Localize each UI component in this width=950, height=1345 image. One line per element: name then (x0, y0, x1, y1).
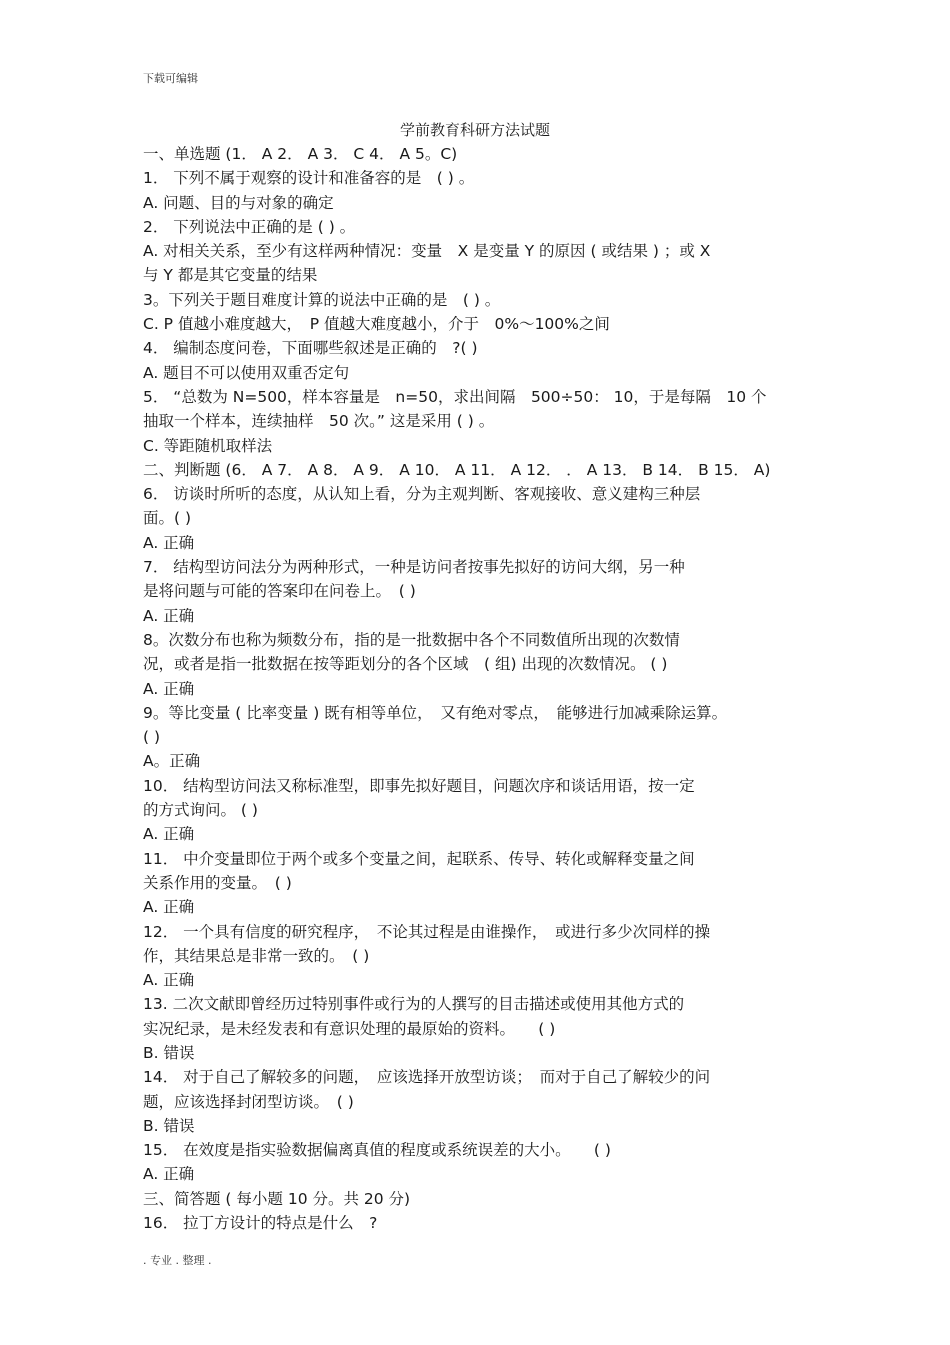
text-line: 三、简答题 ( 每小题 10 分。共 20 分) (143, 1189, 411, 1208)
text-line: B. 错误 (143, 1043, 195, 1062)
text-line: 3。下列关于题目难度计算的说法中正确的是 ( ) 。 (143, 290, 501, 309)
text-line: A. 正确 (143, 971, 195, 990)
text-line: 2． 下列说法中正确的是 ( ) 。 (143, 217, 356, 236)
text-line: A。正确 (143, 752, 201, 771)
text-line: 关系作用的变量。 ( ) (143, 873, 292, 892)
text-line: C. P 值越小难度越大， P 值越大难度越小，介于 0%～100%之间 (143, 315, 610, 334)
text-line: C. 等距随机取样法 (143, 436, 273, 455)
text-line: B. 错误 (143, 1116, 195, 1135)
text-line: 16． 拉丁方设计的特点是什么 ? (143, 1214, 378, 1233)
text-line: 11． 中介变量即位于两个或多个变量之间，起联系、传导、转化或解释变量之间 (143, 849, 695, 868)
text-line: 实况纪录，是未经发表和有意识处理的最原始的资料。 ( ) (143, 1019, 556, 1038)
footer-note: . 专业 . 整理 . (143, 1254, 212, 1267)
text-line: 6． 访谈时所听的态度，从认知上看，分为主观判断、客观接收、意义建构三种层 (143, 485, 701, 504)
text-line: A. 对相关关系，至少有这样两种情况：变量 X 是变量 Y 的原因 ( 或结果 ) ；或 X (143, 242, 711, 261)
text-line: A. 问题、目的与对象的确定 (143, 193, 334, 212)
text-line: 8。次数分布也称为频数分布，指的是一批数据中各个不同数值所出现的次数情 (143, 630, 680, 649)
header-note: 下载可编辑 (143, 72, 198, 85)
text-line: A. 题目不可以使用双重否定句 (143, 363, 350, 382)
text-line: A. 正确 (143, 1165, 195, 1184)
text-line: 题，应该选择封闭型访谈。 ( ) (143, 1092, 354, 1111)
document-body (143, 142, 813, 1235)
text-line: 9。等比变量 ( 比率变量 ) 既有相等单位， 又有绝对零点， 能够进行加减乘除运算。 (143, 703, 728, 722)
text-line: 作，其结果总是非常一致的。 ( ) (143, 946, 370, 965)
text-line: 况，或者是指一批数据在按等距划分的各个区域 ( 组) 出现的次数情况。 ( ) (143, 655, 668, 674)
text-line: 12． 一个具有信度的研究程序， 不论其过程是由谁操作， 或进行多少次同样的操 (143, 922, 711, 941)
text-line: 13. 二次文献即曾经历过特别事件或行为的人撰写的目击描述或使用其他方式的 (143, 995, 685, 1014)
text-line: 5． “总数为 N=500，样本容量是 n=50，求出间隔 500÷50： 10，于是每隔 10 个 (143, 387, 767, 406)
text-line: 抽取一个样本，连续抽样 50 次。” 这是采用 ( ) 。 (143, 412, 495, 431)
document-title: 学前教育科研方法试题 (399, 121, 550, 139)
text-line: 面。( ) (143, 509, 192, 528)
text-line: A. 正确 (143, 679, 195, 698)
text-line: 一、单选题 (1． A 2． A 3． C 4． A 5。C) (143, 145, 458, 163)
text-line: A. 正确 (143, 898, 195, 917)
text-line: 15． 在效度是指实验数据偏离真值的程度或系统误差的大小。 ( ) (143, 1141, 611, 1160)
text-line: A. 正确 (143, 533, 195, 552)
text-line: 14． 对于自己了解较多的问题， 应该选择开放型访谈； 而对于自己了解较少的问 (143, 1068, 711, 1087)
text-line: A. 正确 (143, 825, 195, 844)
text-line: 二、判断题 (6． A 7． A 8． A 9． A 10． A 11． A 12． ． A 13． B 14． B 15． A) (143, 460, 771, 479)
text-line: 与 Y 都是其它变量的结果 (143, 266, 318, 285)
text-line: 1． 下列不属于观察的设计和准备容的是 ( ) 。 (143, 169, 475, 188)
text-line: 10． 结构型访问法又称标准型，即事先拟好题目，问题次序和谈话用语，按一定 (143, 776, 695, 795)
text-line: 是将问题与可能的答案印在问卷上。 ( ) (143, 582, 416, 601)
text-line: 7． 结构型访问法分为两种形式，一种是访问者按事先拟好的访问大纲，另一种 (143, 558, 685, 577)
text-line: 4． 编制态度问卷，下面哪些叙述是正确的 ?( ) (143, 339, 478, 358)
text-line: 的方式询问。 ( ) (143, 801, 258, 820)
text-line: A. 正确 (143, 606, 195, 625)
text-line: ( ) (143, 728, 161, 747)
